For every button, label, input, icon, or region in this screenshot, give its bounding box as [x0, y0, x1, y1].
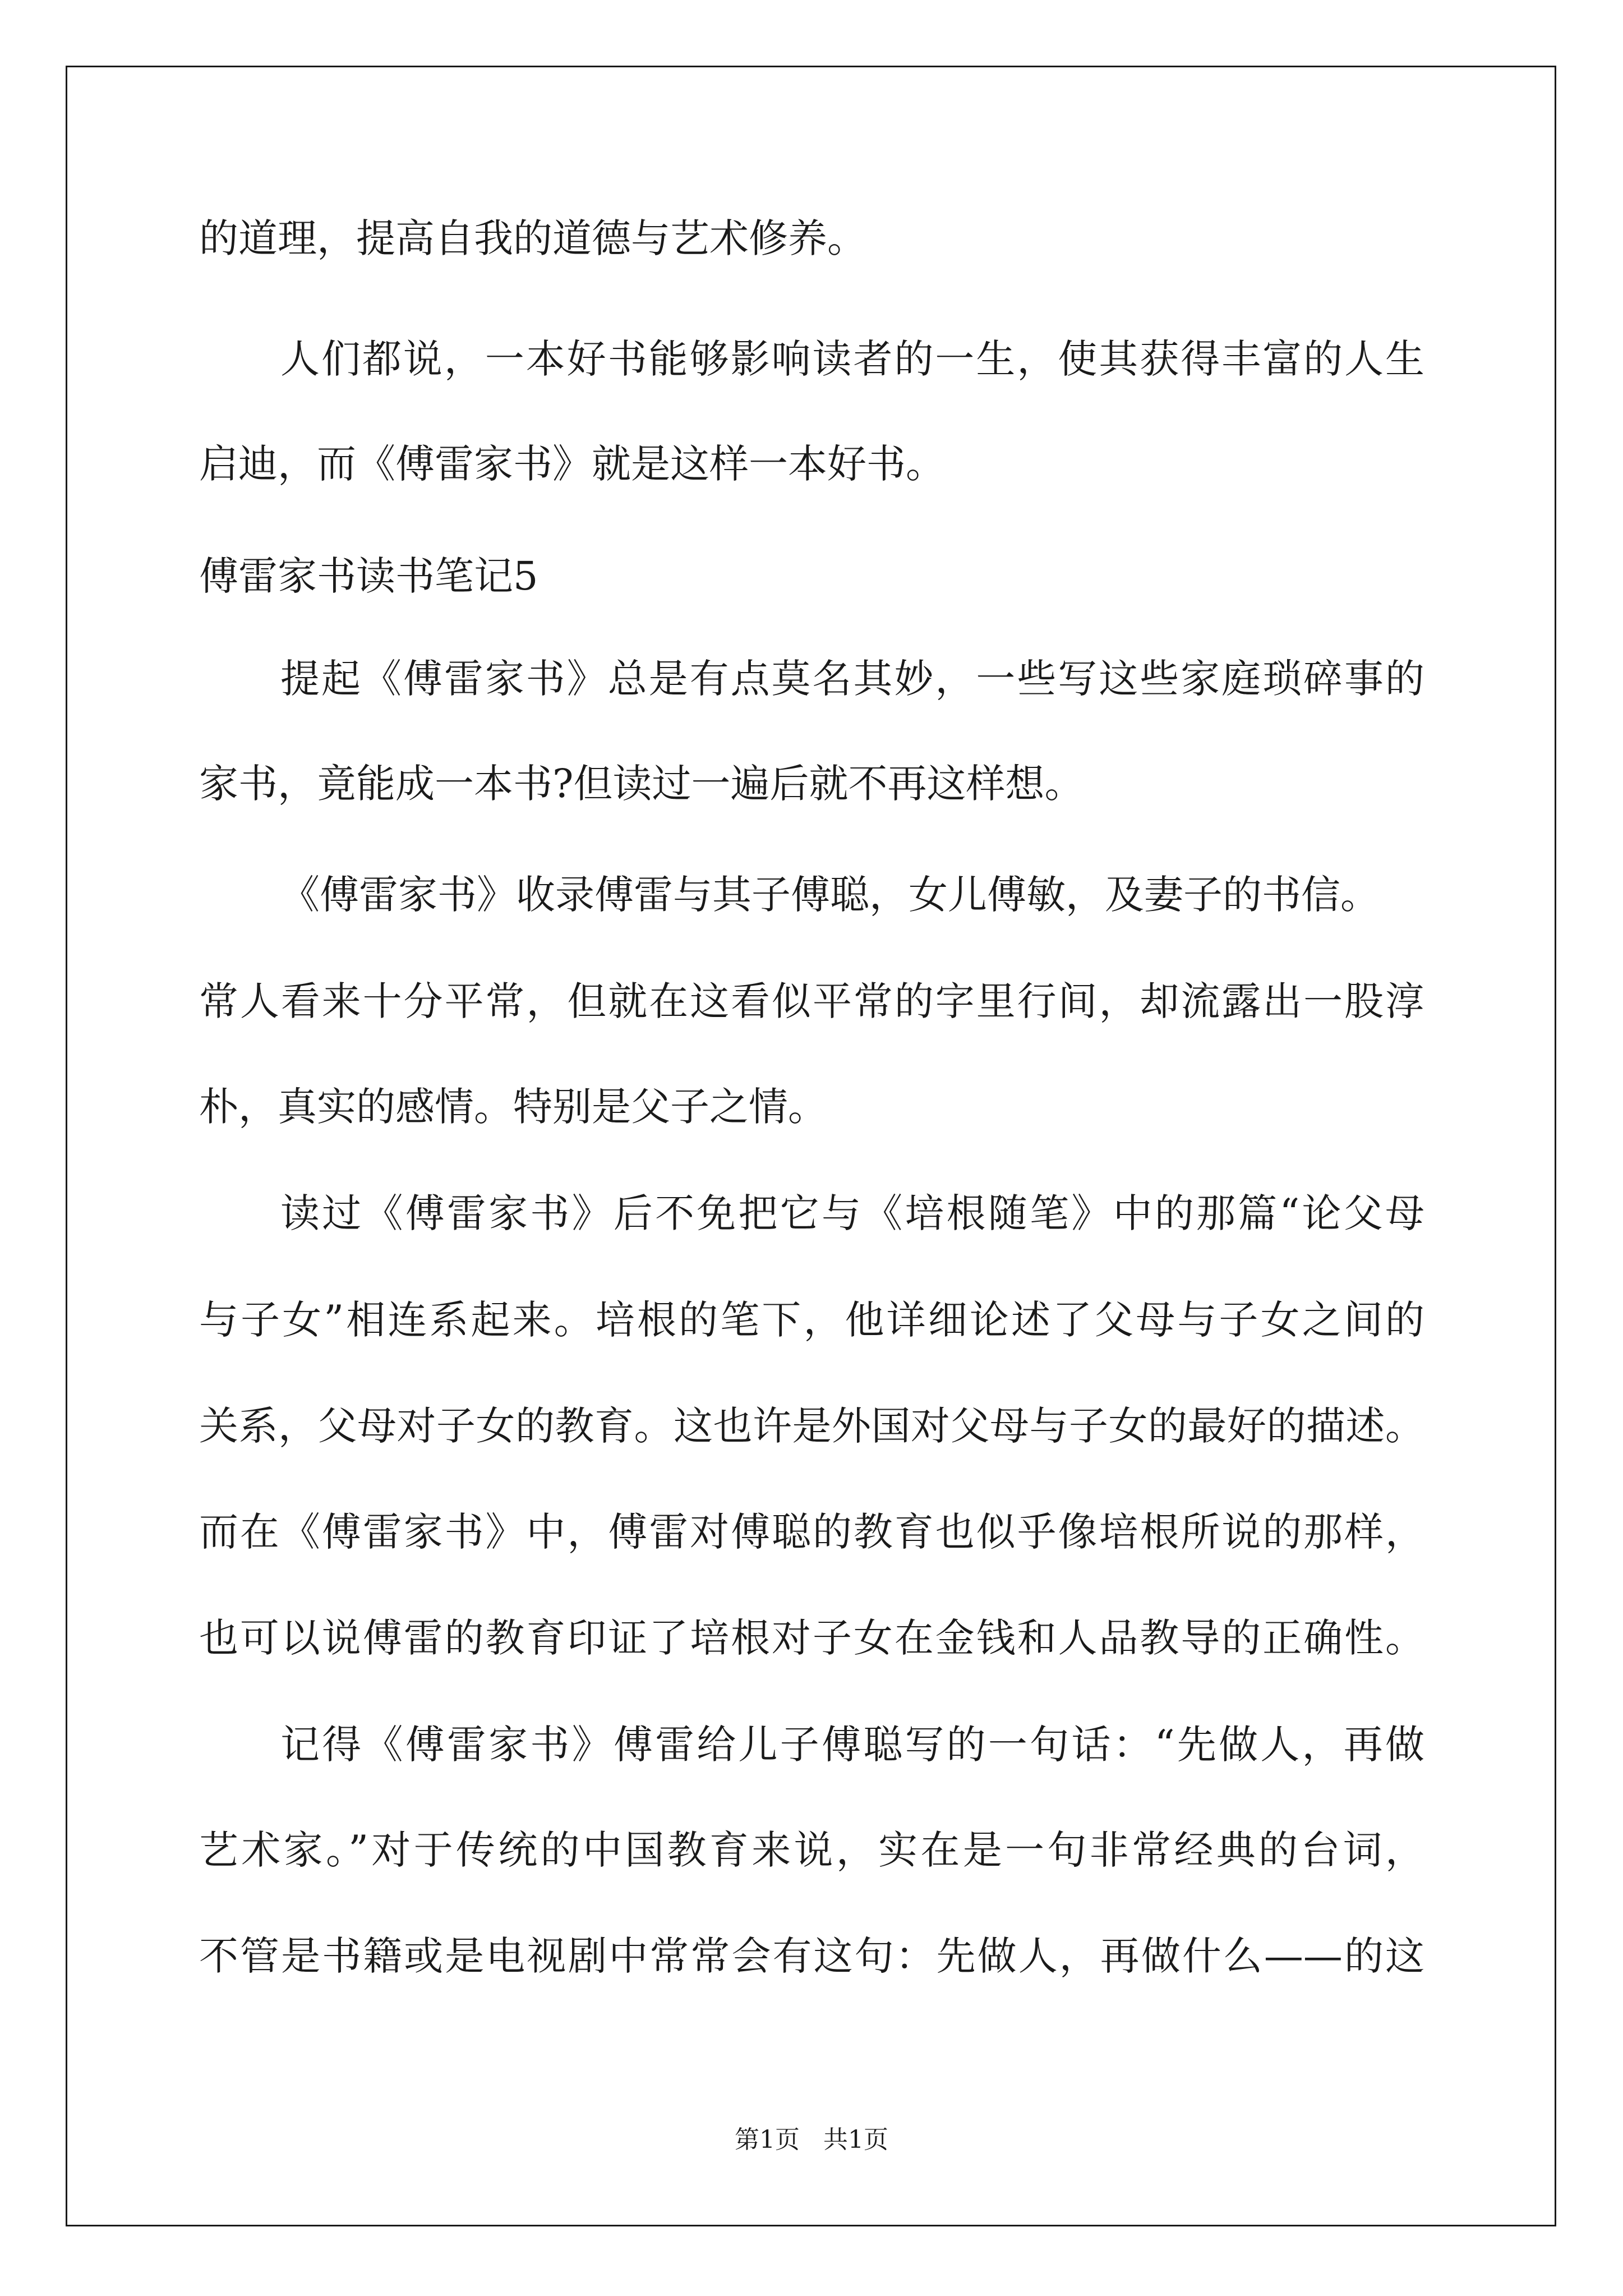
paragraph-line: 不管是书籍或是电视剧中常常会有这句：先做人，再做什么——的这 — [199, 1933, 1424, 1979]
page-number-footer: 第1页 共1页 — [735, 2125, 888, 2154]
paragraph-line: 常人看来十分平常，但就在这看似平常的字里行间，却流露出一股淳 — [199, 978, 1424, 1024]
paragraph-line: 《傅雷家书》收录傅雷与其子傅聪，女儿傅敏，及妻子的书信。 — [280, 872, 1380, 918]
page-border — [66, 66, 1556, 2226]
paragraph-line: 也可以说傅雷的教育印证了培根对子女在金钱和人品教导的正确性。 — [199, 1615, 1424, 1661]
paragraph-line: 朴，真实的感情。特别是父子之情。 — [199, 1084, 827, 1130]
paragraph-line: 的道理，提高自我的道德与艺术修养。 — [199, 215, 866, 261]
paragraph-line: 而在《傅雷家书》中，傅雷对傅聪的教育也似乎像培根所说的那样， — [199, 1509, 1424, 1555]
paragraph-line: 记得《傅雷家书》傅雷给儿子傅聪写的一句话：“先做人，再做 — [280, 1722, 1424, 1768]
paragraph-line: 启迪，而《傅雷家书》就是这样一本好书。 — [199, 441, 945, 487]
paragraph-line: 人们都说，一本好书能够影响读者的一生，使其获得丰富的人生 — [280, 336, 1424, 382]
paragraph-line: 家书，竟能成一本书?但读过一遍后就不再这样想。 — [199, 761, 1084, 807]
paragraph-line: 艺术家。”对于传统的中国教育来说，实在是一句非常经典的台词， — [199, 1827, 1424, 1873]
paragraph-line: 与子女”相连系起来。培根的笔下，他详细论述了父母与子女之间的 — [199, 1297, 1424, 1343]
section-heading: 傅雷家书读书笔记5 — [199, 553, 538, 599]
paragraph-line: 关系，父母对子女的教育。这也许是外国对父母与子女的最好的描述。 — [199, 1403, 1424, 1449]
paragraph-line: 读过《傅雷家书》后不免把它与《培根随笔》中的那篇“论父母 — [280, 1190, 1424, 1236]
paragraph-line: 提起《傅雷家书》总是有点莫名其妙，一些写这些家庭琐碎事的 — [280, 656, 1424, 702]
